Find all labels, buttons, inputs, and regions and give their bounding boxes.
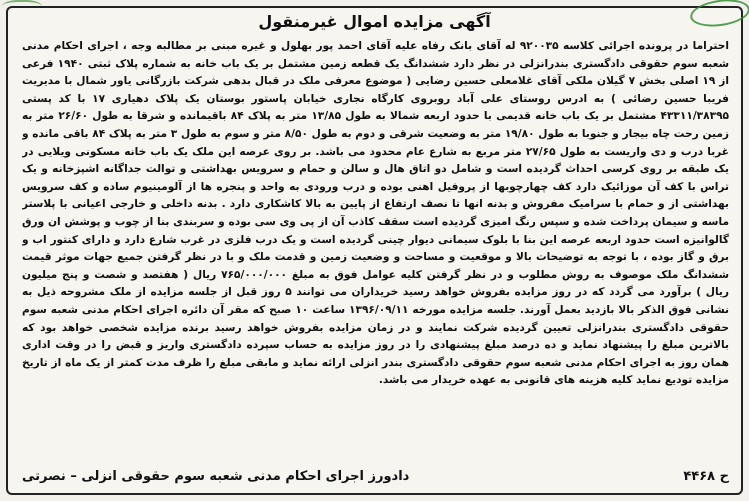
notice-code: ح ۴۴۶۸ [683, 468, 729, 484]
notice-signature-office: دادورز اجرای احکام مدنی شعبه سوم حقوقی انزلی – نصرتی [22, 468, 410, 484]
notice-title: آگهی مزایده اموال غیرمنقول [258, 12, 491, 31]
notice-frame [6, 6, 743, 495]
notice-body: احتراما در پرونده اجرائی کلاسه ۹۲۰۰۳۵ له آقای بانک رفاه علیه آقای احمد پور بهلول و غیره مبنی بر مطالبه وجه ، اجرای احکام مدنی شعبه سوم حقوقی دادگستری بندرانزلی در نظر دارد ششدانگ یک قطعه زمین مشتمل بر یک باب خانه به شماره پلاک ثبتی ۱۹۴۰ فرعی از ۱۹ اصلی بخش ۷ گیلان ملکی آقای غلامعلی حسین رضایی ( موضوع معرفی ملک در قبال بدهی شرکت بازرگانی یاور شمال با مدیریت فریبا حسین رضائی ) به ادرس روستای علی آباد روبروی کارگاه نجاری خیابان پاستور بوستان یک پلاک دهیاری ۱۷ با کد پستی ۴۳۳۱۱/۳۸۳۹۵ مشتمل بر یک باب خانه قدیمی با حدود اربعه شمالا به طول ۱۳/۸۵ متر به پلاک ۸۴ باقیمانده و شرقا به طول ۲۶/۶۰ متر به زمین رحت چاه بیجار و جنوبا به طول ۱۹/۸۰ متر به وضعیت شرقی و دوم به طول ۸/۵۰ متر و سوم به طول ۳ متر به پلاک ۸۴ باقی مانده و غربا درب و دی واریست به طول ۲۷/۶۵ متر مربع به شارع عام محدود می باشد. بر روی عرصه این ملک یک باب خانه مسکونی ویلایی در یک طبقه بر روی کرسی احداث گردیده است و شامل دو اتاق هال و سالن و حمام و سرویس بهداشتی و توالت جداگانه اشپزخانه و یک تراس با کف آن موزائیک دارد کف چهارچوبها از پروفیل اهنی بوده و درب ورودی به واحد و پنجره ها از آلومینیوم ساده و کف سرویس بهداشتی از و حمام با سرامیک مفروش و بدنه انها تا نصف ارتفاع از پایین به بالا کاشکاری دارد . بدنه داخلی و خارجی اعیانی با پلاستر ماسه و سیمان پرداخت شده و سپس رنگ امیزی گردیده است سقف کاذب آن از پی وی سی بوده و سربندی بنا از چوب و پوشش ان ورق گالوانیزه است حدود اربعه عرصه این بنا با بلوک سیمانی دیوار چینی گردیده است و یک درب فلزی در غرب شارع دارد و دارای کنتور اب و برق و گاز بوده ، با توجه به توضیحات بالا و موقعیت و مساحت و وضعیت زمین و قدمت ملک و با در نظر گرفتن جمیع جهات موثر قیمت ششدانگ ملک موصوف به روش مطلوب و در نظر گرفتن کلیه عوامل فوق به مبلغ ۷۶۵/۰۰۰/۰۰۰ ریال ( هفتصد و شصت و پنج میلیون ریال ) برآورد می گردد که در روز مزایده بفروش خواهد رسید خریداران می توانند ۵ روز قبل از جلسه مزایده از ملک مشروحه ذیل به نشانی فوق الذکر بالا بازدید بعمل آورند. جلسه مزایده مورخه ۱۳۹۶/۰۹/۱۱ ساعت ۱۰ صبح که مقر آن دائره اجرای احکام مدنی شعبه سوم حقوقی دادگستری بندرانزلی تعیین گردیده شرکت نمایند و در زمان مزایده بفروش خواهد رسید برنده مزایده شخصی خواهد بود که بالاترین مبلغ را پیشنهاد نماید و ده درصد مبلغ پیشنهادی را در روز مزایده به حساب سپرده دادگستری واریز و قبض را در وقت اداری همان روز به اجرای احکام مدنی شعبه سوم حقوقی دادگستری بندر انزلی ارائه نماید و مابقی مبلغ را ظرف مدت کمتر از یک ماه از تاریخ مزایده تودیع نماید کلیه هزینه های قانونی به عهده خریدار می باشد. [22, 40, 729, 387]
notice-footer [22, 465, 729, 487]
green-marker-mark-left [2, 0, 42, 16]
